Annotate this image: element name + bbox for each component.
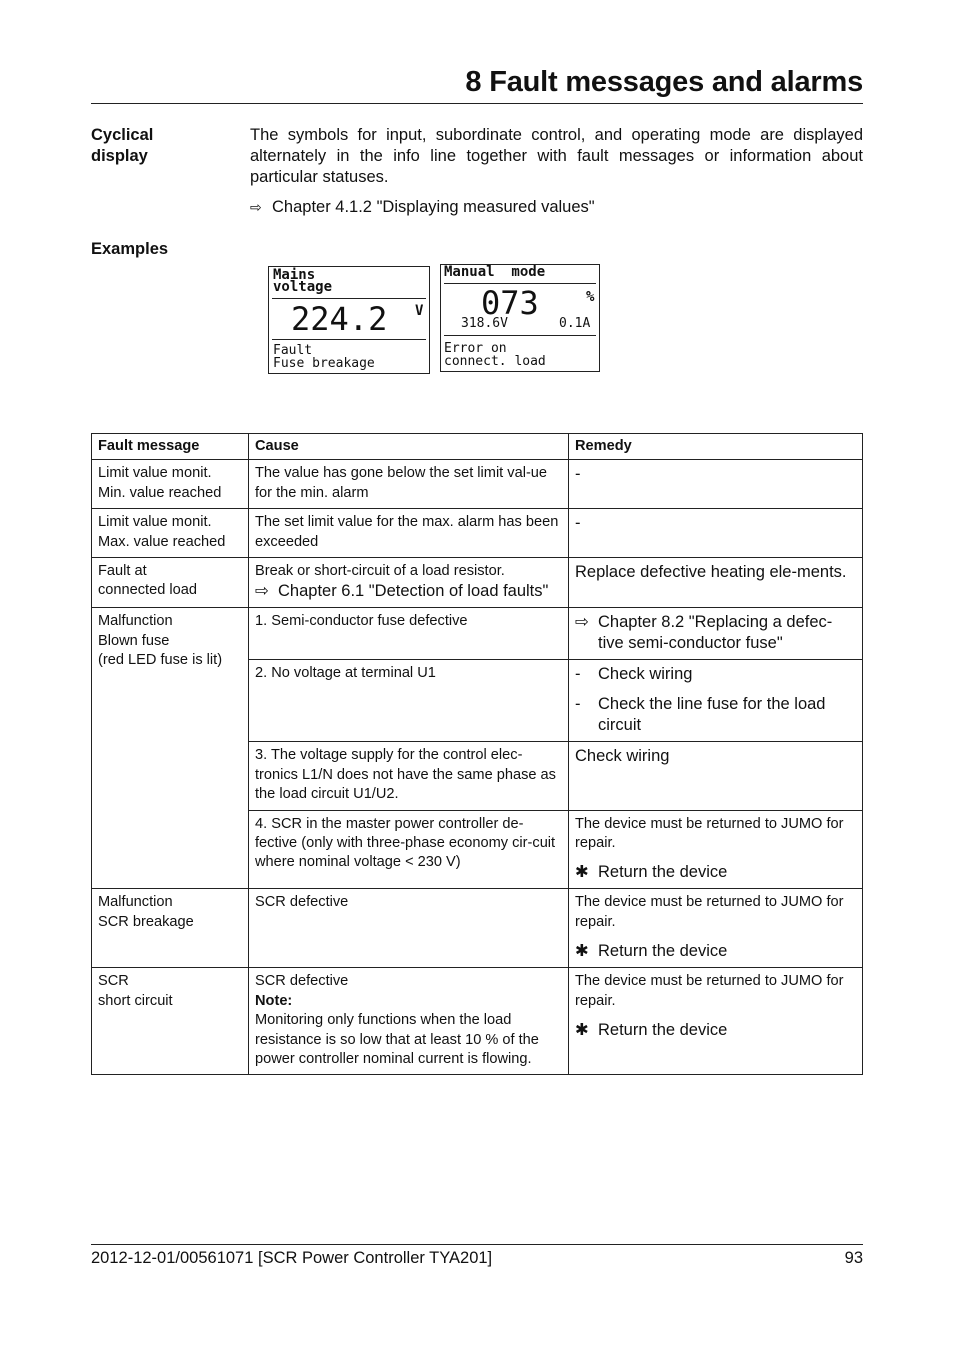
heading-line: Cyclical (91, 126, 154, 144)
chapter-reference (250, 197, 595, 218)
action-item (575, 862, 856, 883)
display-value: 073 (481, 284, 539, 322)
arrow-right-icon: ⇨ (255, 582, 269, 601)
fault-messages-table (91, 433, 863, 1075)
remedy-cell: Replace defective heating ele-ments. (569, 558, 863, 608)
remedy-text: Check the line fuse for the load circuit (598, 695, 826, 735)
display-message: Fault (273, 343, 313, 358)
asterisk-icon: ✱ (575, 942, 589, 961)
action-text: Return the device (598, 863, 728, 882)
remedy-note: The device must be returned to JUMO for repair. (575, 894, 844, 930)
arrow-right-icon: ⇨ (250, 199, 262, 215)
asterisk-icon: ✱ (575, 863, 589, 882)
fault-message-line: Fault at (98, 563, 147, 580)
cause-cell: The value has gone below the set limit val-ue for the min. alarm (249, 460, 569, 509)
display-title: Manual mode (444, 264, 546, 280)
chapter-reference (255, 581, 562, 602)
fault-message-line: Min. value reached (98, 484, 222, 501)
cyclical-display-text: The symbols for input, subordinate control, and operating mode are displayed alternately in the info line together with fault messages or information about particular statuses. (250, 126, 863, 186)
fault-message-line: (red LED fuse is lit) (98, 652, 223, 669)
fault-message-line: SCR (98, 973, 129, 990)
arrow-right-icon: ⇨ (575, 613, 589, 632)
title-divider (91, 103, 863, 104)
page-number: 93 (844, 1249, 863, 1267)
display-unit: V (415, 303, 424, 319)
fault-message-line: Malfunction (98, 894, 173, 911)
fault-message-line: Malfunction (98, 613, 173, 630)
remedy-cell: Check wiring (569, 742, 863, 810)
cause-cell: 4. SCR in the master power controller de-fective (only with three-phase economy cir-cuit where nominal voltage < 230 V) (249, 810, 569, 889)
cause-cell: 3. The voltage supply for the control elec-tronics L1/N does not have the same phase as the load circuit U1/U2. (249, 742, 569, 810)
table-row (92, 968, 863, 1075)
cause-cell: The set limit value for the max. alarm has been exceeded (249, 509, 569, 558)
display-message: connect. load (444, 354, 546, 369)
display-message: Fuse breakage (273, 356, 375, 371)
page-title: 8 Fault messages and alarms (465, 66, 863, 98)
display-voltage: 318.6V (461, 316, 508, 331)
table-row (92, 460, 863, 509)
remedy-cell (569, 889, 863, 968)
table-row (92, 509, 863, 558)
heading-line: display (91, 147, 148, 165)
remedy-note: The device must be returned to JUMO for repair. (575, 973, 844, 1009)
remedy-cell (569, 968, 863, 1075)
action-item (575, 941, 856, 962)
column-header-cause: Cause (249, 434, 569, 460)
chapter-reference-text: Chapter 6.1 "Detection of load faults" (278, 582, 549, 601)
fault-message-cell (92, 460, 249, 509)
cause-text: Break or short-circuit of a load resistor. (255, 563, 505, 580)
display-divider (444, 335, 596, 336)
fault-message-line: short circuit (98, 992, 173, 1009)
column-header-fault-message: Fault message (92, 434, 249, 460)
display-divider (272, 298, 426, 299)
cause-cell: 2. No voltage at terminal U1 (249, 660, 569, 742)
note-label: Note: (255, 992, 293, 1009)
fault-message-cell (92, 608, 249, 889)
note-text: Monitoring only functions when the load resistance is so low that at least 10 % of the power controller nominal current is flowing. (255, 1012, 539, 1067)
chapter-reference (575, 612, 856, 654)
fault-message-cell (92, 558, 249, 608)
fault-message-line: SCR breakage (98, 913, 194, 930)
cause-cell (249, 968, 569, 1075)
table-row (92, 558, 863, 608)
cause-text: SCR defective (255, 973, 349, 990)
table-header-row (92, 434, 863, 460)
fault-message-line: Limit value monit. (98, 465, 212, 482)
footer-document-id: 2012-12-01/00561071 [SCR Power Controller TYA201] (91, 1249, 493, 1267)
list-item (575, 694, 856, 736)
display-divider (272, 339, 426, 340)
cause-cell: SCR defective (249, 889, 569, 968)
fault-message-cell (92, 968, 249, 1075)
display-current: 0.1A (559, 316, 591, 331)
fault-message-line: Max. value reached (98, 533, 226, 550)
examples-heading: Examples (91, 240, 169, 258)
table-row (92, 608, 863, 660)
cause-cell: 1. Semi-conductor fuse defective (249, 608, 569, 660)
column-header-remedy: Remedy (569, 434, 863, 460)
remedy-cell: - (569, 509, 863, 558)
remedy-note: The device must be returned to JUMO for repair. (575, 815, 844, 852)
display-example-manual-mode (440, 264, 600, 372)
remedy-cell: - (569, 460, 863, 509)
footer-divider (91, 1244, 863, 1245)
remedy-cell (569, 810, 863, 889)
dash-marker: - (575, 695, 581, 714)
fault-message-line: connected load (98, 582, 197, 599)
display-label: Mains (273, 267, 316, 283)
chapter-reference-text: Chapter 4.1.2 "Displaying measured values" (272, 198, 595, 216)
display-unit: % (586, 289, 595, 305)
remedy-cell (569, 660, 863, 742)
asterisk-icon: ✱ (575, 1021, 589, 1040)
list-item (575, 664, 856, 685)
fault-message-cell (92, 509, 249, 558)
chapter-reference-text: Chapter 8.2 "Replacing a defec-tive semi-conductor fuse" (598, 613, 833, 653)
action-text: Return the device (598, 1021, 728, 1040)
action-text: Return the device (598, 942, 728, 961)
fault-message-cell (92, 889, 249, 968)
fault-message-line: Limit value monit. (98, 514, 212, 531)
display-label: voltage (273, 279, 333, 295)
fault-message-line: Blown fuse (98, 632, 170, 649)
dash-marker: - (575, 665, 581, 684)
display-example-mains-voltage (268, 266, 430, 374)
action-item (575, 1020, 856, 1041)
remedy-cell (569, 608, 863, 660)
display-value: 224.2 (291, 300, 388, 338)
cause-cell (249, 558, 569, 608)
table-row (92, 889, 863, 968)
cyclical-display-heading (91, 125, 153, 167)
display-message: Error on (444, 341, 507, 356)
remedy-text: Check wiring (598, 665, 693, 684)
